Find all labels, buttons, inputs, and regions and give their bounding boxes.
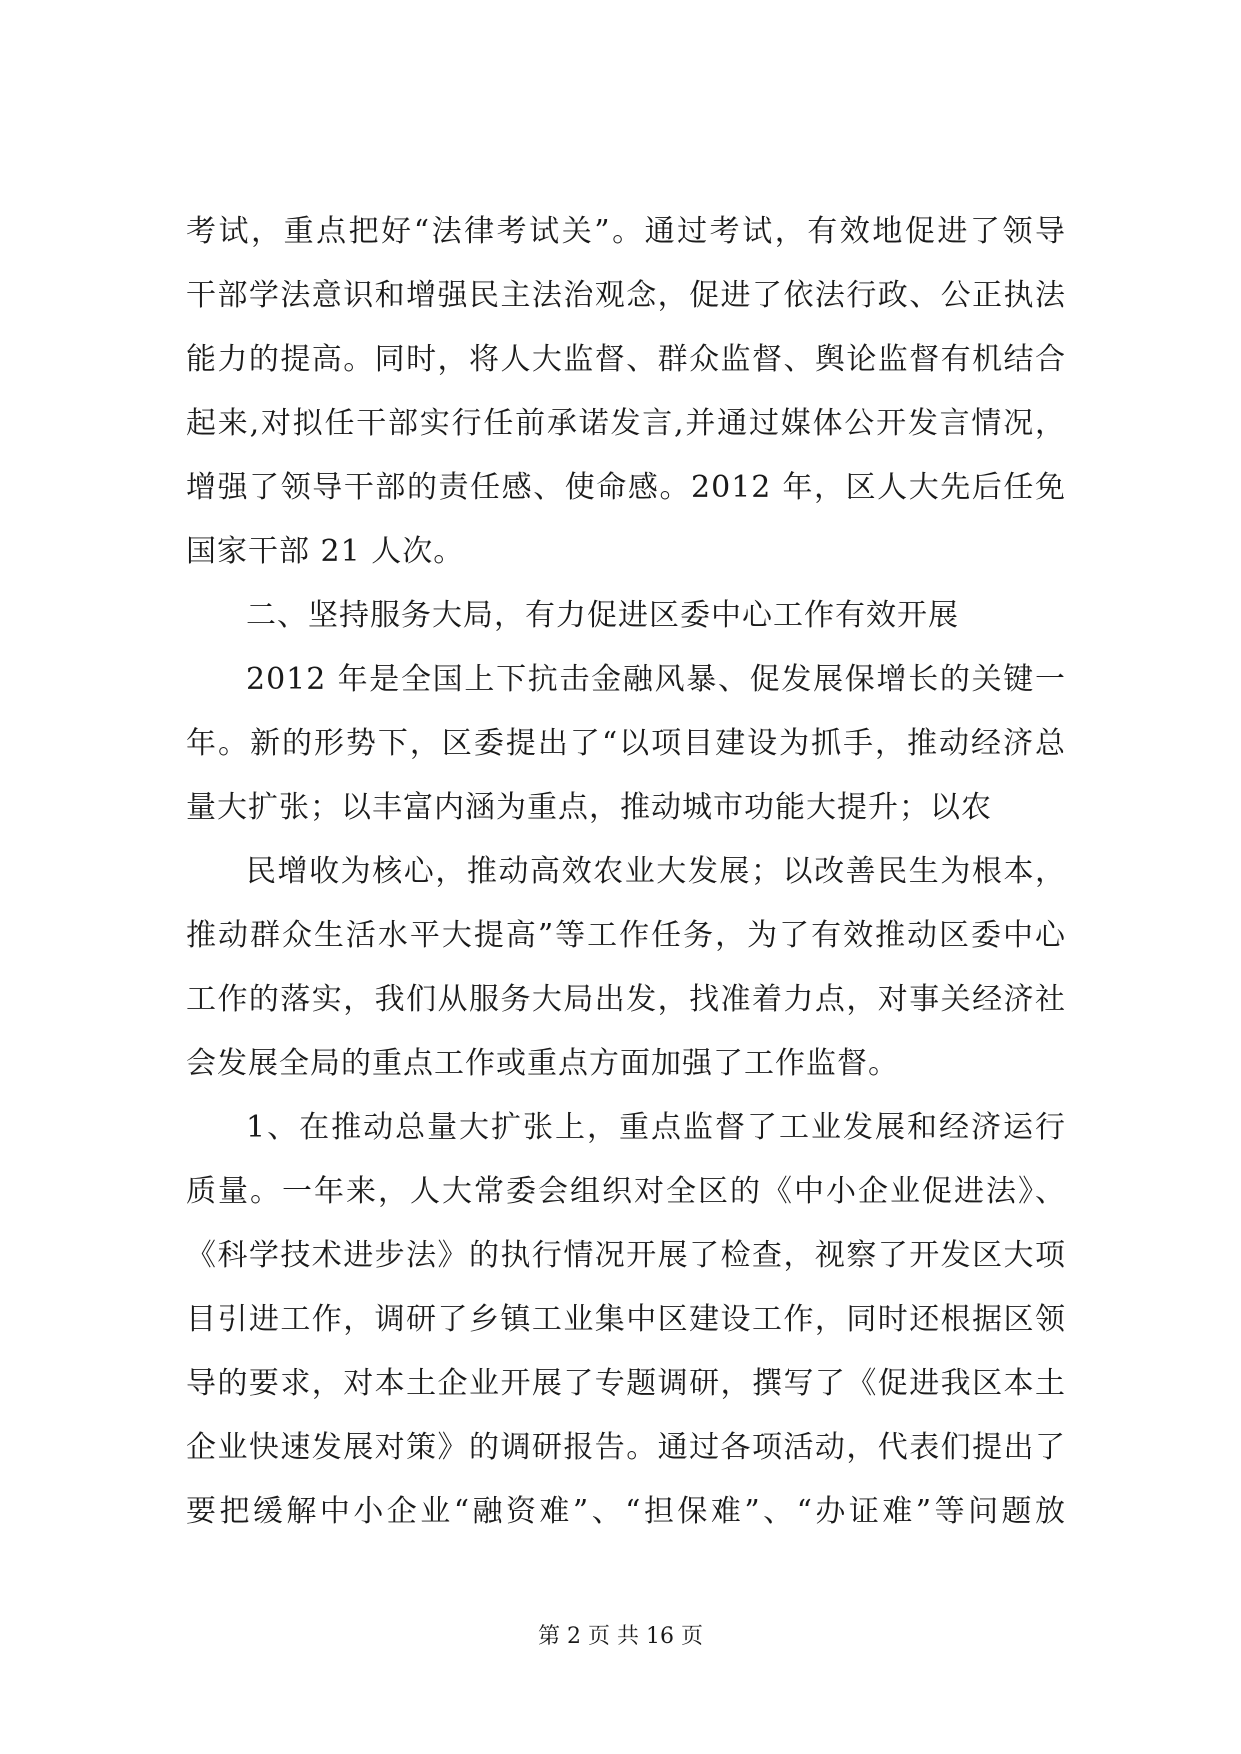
text-line: 企业快速发展对策》的调研报告。通过各项活动，代表们提出了 [186,1430,1066,1465]
text-line: 2012 年是全国上下抗击金融风暴、促发展保增长的关键一 [246,662,1066,697]
text-line: 质量。一年来，人大常委会组织对全区的《中小企业促进法》、 [186,1174,1066,1209]
text-line: 国家干部 21 人次。 [186,534,465,569]
text-line: 起来,对拟任干部实行任前承诺发言,并通过媒体公开发言情况， [186,406,1066,441]
section-heading: 二、坚持服务大局，有力促进区委中心工作有效开展 [246,598,959,633]
text-line: 推动群众生活水平大提高”等工作任务，为了有效推动区委中心 [186,918,1066,953]
text-line: 会发展全局的重点工作或重点方面加强了工作监督。 [186,1046,899,1081]
text-line: 年。新的形势下，区委提出了“以项目建设为抓手，推动经济总 [186,726,1066,761]
text-line: 考试，重点把好“法律考试关”。通过考试，有效地促进了领导 [186,214,1066,249]
page-number-footer: 第 2 页 共 16 页 [538,1624,703,1649]
text-line: 1、在推动总量大扩张上，重点监督了工业发展和经济运行 [246,1110,1066,1145]
text-line: 要把缓解中小企业“融资难”、“担保难”、“办证难”等问题放 [186,1494,1066,1529]
text-line: 增强了领导干部的责任感、使命感。2012 年，区人大先后任免 [186,470,1066,505]
text-line: 民增收为核心，推动高效农业大发展；以改善民生为根本， [246,854,1066,889]
text-line: 导的要求，对本土企业开展了专题调研，撰写了《促进我区本土 [186,1366,1066,1401]
text-line: 《科学技术进步法》的执行情况开展了检查，视察了开发区大项 [186,1238,1066,1273]
text-line: 工作的落实，我们从服务大局出发，找准着力点，对事关经济社 [186,982,1066,1017]
text-line: 能力的提高。同时，将人大监督、群众监督、舆论监督有机结合 [186,342,1066,377]
text-line: 量大扩张；以丰富内涵为重点，推动城市功能大提升；以农 [186,790,992,825]
text-line: 干部学法意识和增强民主法治观念，促进了依法行政、公正执法 [186,278,1066,313]
text-line: 目引进工作，调研了乡镇工业集中区建设工作，同时还根据区领 [186,1302,1066,1337]
